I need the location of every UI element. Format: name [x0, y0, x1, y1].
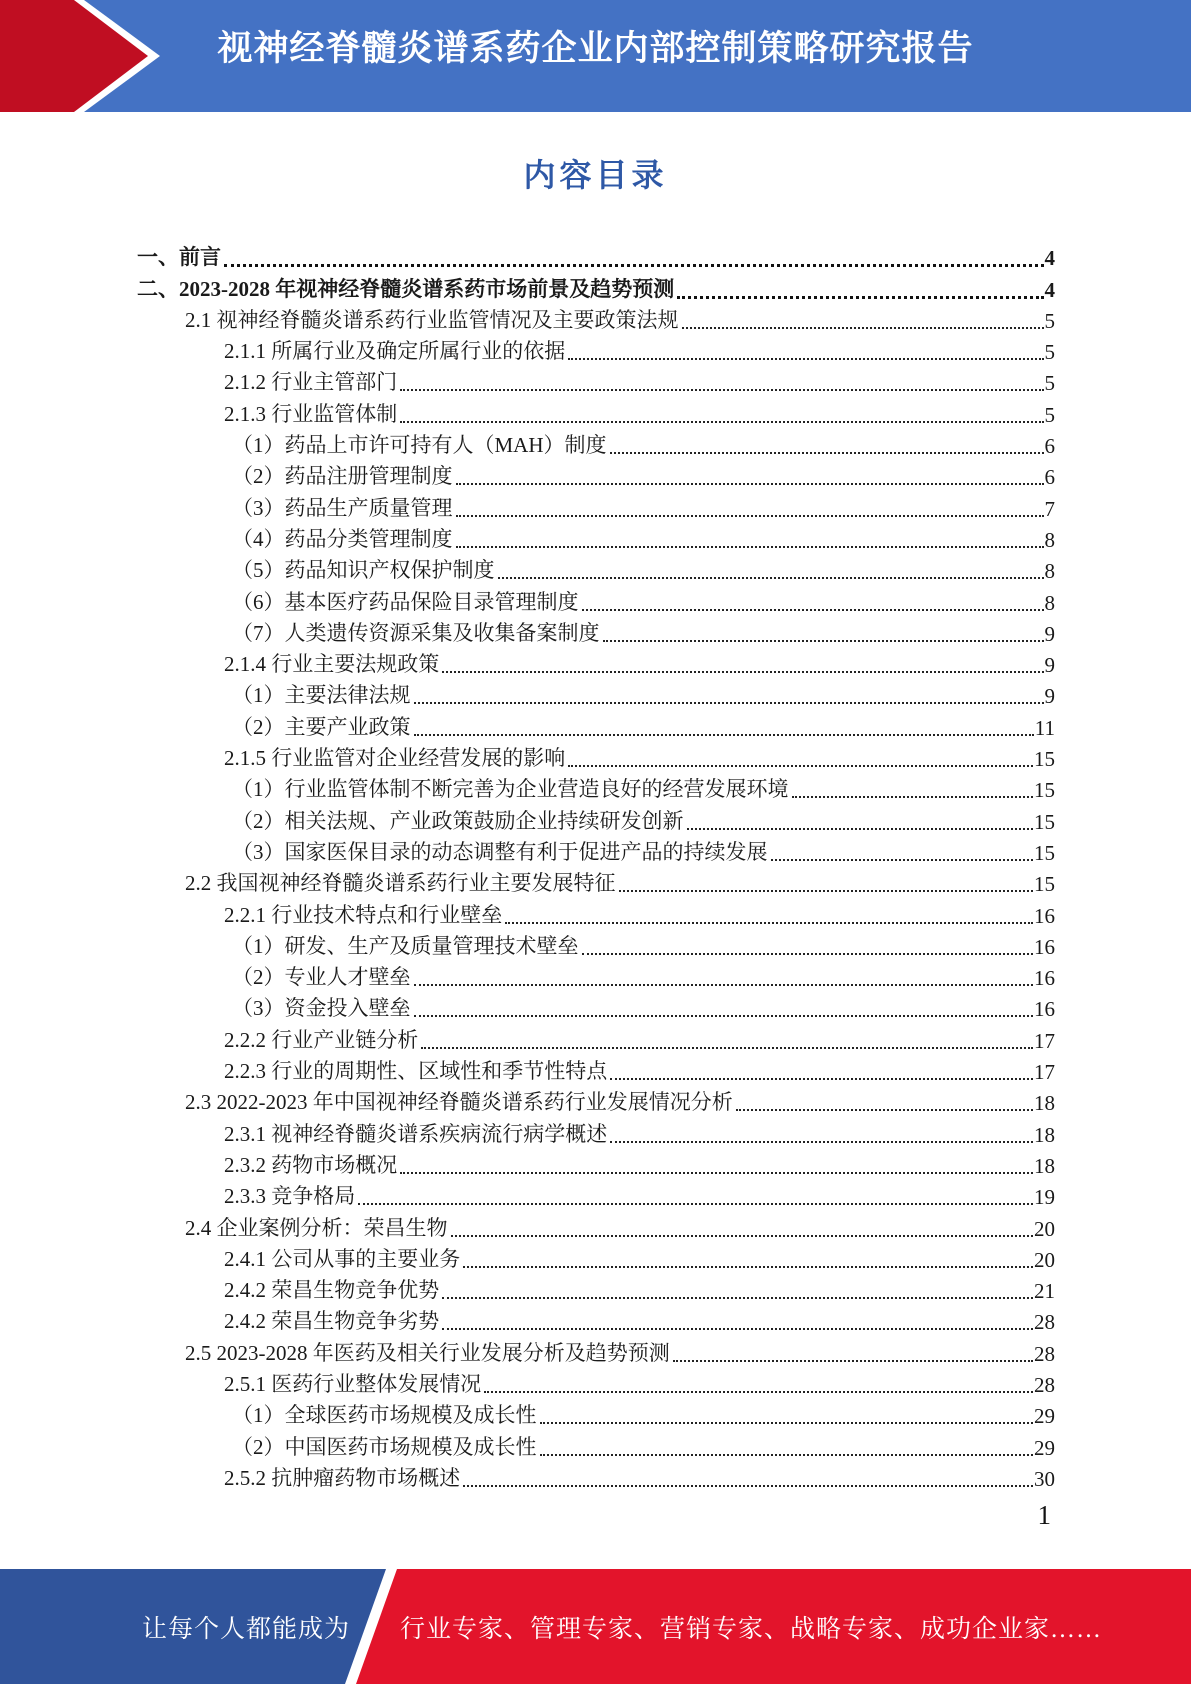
toc-leader-dots [682, 327, 1044, 329]
toc-entry[interactable] [137, 1367, 1055, 1398]
toc-entry[interactable] [137, 459, 1055, 490]
toc-leader-dots [414, 734, 1034, 736]
toc-entry[interactable] [137, 1085, 1055, 1116]
toc-entry[interactable] [137, 490, 1055, 521]
toc-entry[interactable] [137, 584, 1055, 615]
toc-leader-dots [442, 671, 1043, 673]
toc-entry[interactable] [137, 1461, 1055, 1492]
toc-entry-label: 2.4.1 公司从事的主要业务 [224, 1246, 461, 1271]
toc-leader-dots [414, 1015, 1034, 1017]
toc-entry[interactable] [137, 396, 1055, 427]
toc-entry-page: 18 [1034, 1122, 1055, 1147]
toc-entry[interactable] [137, 1335, 1055, 1366]
toc-leader-dots [400, 421, 1043, 423]
toc-leader-dots [442, 1328, 1033, 1330]
toc-leader-dots [603, 640, 1044, 642]
toc-entry-page: 8 [1044, 590, 1055, 615]
toc-entry-label: （1）行业监管体制不断完善为企业营造良好的经营发展环境 [232, 777, 789, 802]
toc-entry-page: 15 [1034, 747, 1055, 772]
toc-entry-label: 一、前言 [137, 245, 221, 270]
toc-entry-page: 29 [1034, 1435, 1055, 1460]
toc-leader-dots [610, 452, 1044, 454]
toc-leader-dots [736, 1109, 1033, 1111]
toc-entry[interactable] [137, 1022, 1055, 1053]
toc-entry-page: 30 [1034, 1466, 1055, 1491]
toc-entry-page: 15 [1034, 809, 1055, 834]
toc-leader-dots [456, 515, 1044, 517]
toc-entry-label: 2.2.3 行业的周期性、区域性和季节性特点 [224, 1059, 608, 1084]
toc-entry-label: 2.1.1 所属行业及确定所属行业的依据 [224, 339, 566, 364]
toc-entry-label: 2.1.3 行业监管体制 [224, 401, 398, 426]
toc-leader-dots [414, 702, 1044, 704]
toc-leader-dots [568, 358, 1043, 360]
toc-leader-dots [456, 546, 1044, 548]
toc-entry[interactable] [137, 991, 1055, 1022]
toc-entry-page: 9 [1044, 684, 1055, 709]
toc-entry-page: 18 [1034, 1153, 1055, 1178]
toc-leader-dots [456, 483, 1044, 485]
toc-entry-label: （1）药品上市许可持有人（MAH）制度 [232, 433, 607, 458]
toc-entry[interactable] [137, 303, 1055, 334]
toc-entry-page: 28 [1034, 1341, 1055, 1366]
toc-leader-dots [400, 389, 1043, 391]
toc-leader-dots [619, 890, 1034, 892]
toc-entry-label: （1）主要法律法规 [232, 683, 411, 708]
toc-entry[interactable] [137, 960, 1055, 991]
toc-entry-page: 19 [1034, 1185, 1055, 1210]
toc-entry-label: 2.1.5 行业监管对企业经营发展的影响 [224, 746, 566, 771]
toc-entry[interactable] [137, 772, 1055, 803]
toc-leader-dots [421, 1047, 1033, 1049]
toc-entry[interactable] [137, 240, 1055, 271]
toc-leader-dots [463, 1485, 1033, 1487]
toc-entry[interactable] [137, 1179, 1055, 1210]
toc-entry[interactable] [137, 553, 1055, 584]
toc-leader-dots [582, 609, 1044, 611]
toc-entry[interactable] [137, 835, 1055, 866]
toc-entry-label: （3）药品生产质量管理 [232, 495, 453, 520]
toc-leader-dots [610, 1141, 1033, 1143]
toc-entry-label: （2）相关法规、产业政策鼓励企业持续研发创新 [232, 808, 684, 833]
toc-list [137, 240, 1055, 1492]
toc-entry[interactable] [137, 1210, 1055, 1241]
toc-entry-page: 4 [1044, 246, 1055, 271]
toc-entry-label: 2.5.1 医药行业整体发展情况 [224, 1371, 482, 1396]
toc-entry[interactable] [137, 803, 1055, 834]
toc-entry-page: 8 [1044, 559, 1055, 584]
toc-leader-dots [582, 953, 1034, 955]
toc-entry-page: 4 [1044, 277, 1055, 302]
toc-entry[interactable] [137, 365, 1055, 396]
toc-heading: 内容目录 [523, 157, 668, 193]
toc-leader-dots [414, 984, 1034, 986]
toc-entry[interactable] [137, 678, 1055, 709]
toc-entry-page: 11 [1034, 715, 1055, 740]
toc-entry-label: 2.4.2 荣昌生物竞争优势 [224, 1278, 440, 1303]
toc-leader-dots [484, 1391, 1033, 1393]
page-number: 1 [1037, 1500, 1051, 1530]
toc-entry-label: 2.3.1 视神经脊髓炎谱系疾病流行病学概述 [224, 1121, 608, 1146]
toc-entry[interactable] [137, 1273, 1055, 1304]
toc-entry-page: 9 [1044, 653, 1055, 678]
toc-leader-dots [568, 765, 1033, 767]
toc-entry-label: 2.5.2 抗肿瘤药物市场概述 [224, 1465, 461, 1490]
toc-entry[interactable] [137, 1116, 1055, 1147]
toc-leader-dots [505, 922, 1033, 924]
toc-leader-dots [224, 264, 1044, 267]
toc-entry-page: 15 [1034, 778, 1055, 803]
toc-entry-label: （5）药品知识产权保护制度 [232, 558, 495, 583]
toc-entry-label: 2.5 2023-2028 年医药及相关行业发展分析及趋势预测 [185, 1340, 670, 1365]
toc-leader-dots [358, 1203, 1033, 1205]
toc-entry-label: （3）资金投入壁垒 [232, 996, 411, 1021]
toc-entry-page: 17 [1034, 1060, 1055, 1085]
footer-banner [0, 1569, 1191, 1684]
toc-entry-label: （2）药品注册管理制度 [232, 464, 453, 489]
toc-entry-page: 15 [1034, 840, 1055, 865]
toc-entry-page: 8 [1044, 527, 1055, 552]
toc-entry-page: 9 [1044, 621, 1055, 646]
toc-entry-label: 2.2.1 行业技术特点和行业壁垒 [224, 902, 503, 927]
toc-leader-dots [771, 859, 1034, 861]
toc-entry-page: 5 [1044, 308, 1055, 333]
toc-leader-dots [498, 577, 1044, 579]
toc-entry[interactable] [137, 897, 1055, 928]
toc-entry-label: （4）药品分类管理制度 [232, 526, 453, 551]
toc-entry-label: 2.3.3 竞争格局 [224, 1184, 356, 1209]
toc-entry-label: 二、2023-2028 年视神经脊髓炎谱系药市场前景及趋势预测 [137, 276, 675, 301]
toc-entry[interactable] [137, 1242, 1055, 1273]
toc-entry-page: 6 [1044, 434, 1055, 459]
toc-entry-label: （1）全球医药市场规模及成长性 [232, 1403, 537, 1428]
toc-entry-label: 2.4 企业案例分析：荣昌生物 [185, 1215, 448, 1240]
toc-entry-page: 5 [1044, 402, 1055, 427]
toc-leader-dots [687, 828, 1034, 830]
toc-leader-dots [463, 1266, 1033, 1268]
toc-entry[interactable] [137, 647, 1055, 678]
report-title: 视神经脊髓炎谱系药企业内部控制策略研究报告 [217, 29, 974, 68]
toc-entry-page: 20 [1034, 1216, 1055, 1241]
toc-entry[interactable] [137, 929, 1055, 960]
toc-entry[interactable] [137, 866, 1055, 897]
toc-entry-page: 16 [1034, 966, 1055, 991]
toc-entry-page: 28 [1034, 1310, 1055, 1335]
toc-entry-label: （2）专业人才壁垒 [232, 965, 411, 990]
toc-entry[interactable] [137, 1304, 1055, 1335]
toc-entry-page: 6 [1044, 465, 1055, 490]
toc-entry[interactable] [137, 334, 1055, 365]
toc-entry-page: 16 [1034, 934, 1055, 959]
toc-entry-label: （2）中国医药市场规模及成长性 [232, 1434, 537, 1459]
toc-entry-page: 15 [1034, 872, 1055, 897]
toc-entry-page: 28 [1034, 1372, 1055, 1397]
toc-entry-label: （3）国家医保目录的动态调整有利于促进产品的持续发展 [232, 839, 768, 864]
toc-entry-label: 2.2 我国视神经脊髓炎谱系药行业主要发展特征 [185, 871, 616, 896]
toc-entry-page: 29 [1034, 1404, 1055, 1429]
toc-entry[interactable] [137, 1148, 1055, 1179]
toc-entry[interactable] [137, 741, 1055, 772]
toc-leader-dots [400, 1172, 1033, 1174]
footer-slogan-right: 行业专家、管理专家、营销专家、战略专家、成功企业家…… [400, 1615, 1103, 1643]
toc-entry-page: 5 [1044, 371, 1055, 396]
toc-entry[interactable] [137, 271, 1055, 302]
toc-entry-page: 7 [1044, 496, 1055, 521]
toc-entry-label: （7）人类遗传资源采集及收集备案制度 [232, 620, 600, 645]
toc-leader-dots [673, 1360, 1033, 1362]
toc-leader-dots [677, 296, 1043, 299]
toc-entry-page: 16 [1034, 903, 1055, 928]
toc-entry-label: （1）研发、生产及质量管理技术壁垒 [232, 933, 579, 958]
toc-entry[interactable] [137, 709, 1055, 740]
toc-entry[interactable] [137, 428, 1055, 459]
toc-entry[interactable] [137, 1054, 1055, 1085]
toc-entry-page: 5 [1044, 340, 1055, 365]
toc-entry[interactable] [137, 522, 1055, 553]
toc-leader-dots [451, 1235, 1034, 1237]
toc-entry[interactable] [137, 616, 1055, 647]
toc-entry-label: 2.4.2 荣昌生物竞争劣势 [224, 1309, 440, 1334]
toc-entry-label: 2.1 视神经脊髓炎谱系药行业监管情况及主要政策法规 [185, 307, 679, 332]
toc-entry[interactable] [137, 1398, 1055, 1429]
toc-entry-label: 2.3 2022-2023 年中国视神经脊髓炎谱系药行业发展情况分析 [185, 1090, 733, 1115]
toc-entry-page: 18 [1034, 1091, 1055, 1116]
toc-entry-label: 2.1.4 行业主要法规政策 [224, 652, 440, 677]
toc-entry-label: （6）基本医疗药品保险目录管理制度 [232, 589, 579, 614]
toc-entry-page: 21 [1034, 1279, 1055, 1304]
toc-leader-dots [442, 1297, 1033, 1299]
footer-slogan-left: 让每个人都能成为 [142, 1615, 351, 1643]
toc-entry[interactable] [137, 1429, 1055, 1460]
toc-leader-dots [610, 1078, 1033, 1080]
toc-leader-dots [540, 1422, 1034, 1424]
toc-entry-page: 16 [1034, 997, 1055, 1022]
toc-entry-label: 2.1.2 行业主管部门 [224, 370, 398, 395]
toc-leader-dots [792, 796, 1034, 798]
toc-entry-label: 2.3.2 药物市场概况 [224, 1152, 398, 1177]
toc-entry-page: 17 [1034, 1028, 1055, 1053]
toc-entry-page: 20 [1034, 1247, 1055, 1272]
toc-entry-label: （2）主要产业政策 [232, 714, 411, 739]
toc-entry-label: 2.2.2 行业产业链分析 [224, 1027, 419, 1052]
header-banner [0, 0, 1191, 112]
toc-leader-dots [540, 1454, 1034, 1456]
